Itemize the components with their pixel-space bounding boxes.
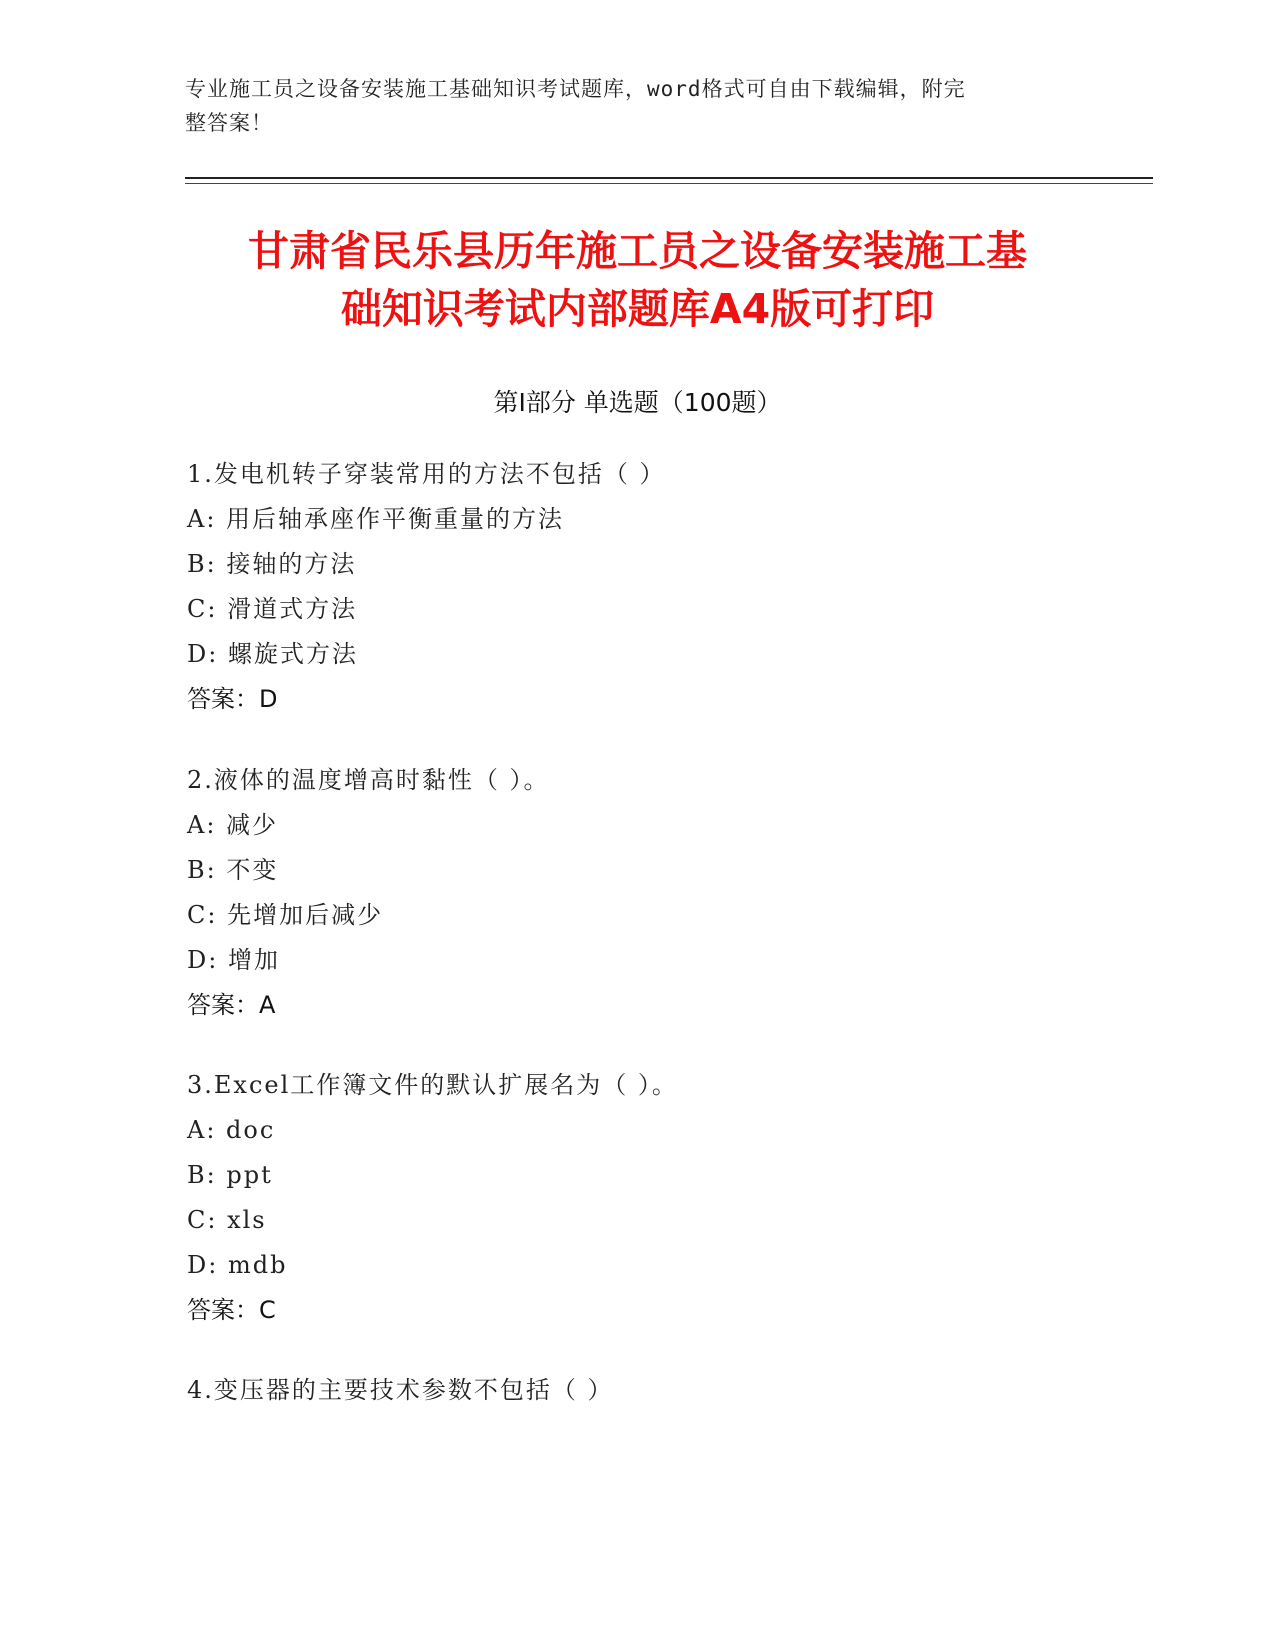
option-a: A: 用后轴承座作平衡重量的方法 <box>187 505 565 533</box>
document-title-line-2: 础知识考试内部题库A4版可打印 <box>340 285 935 333</box>
document-title-line-1: 甘肃省民乐县历年施工员之设备安装施工基 <box>248 227 1027 275</box>
option-d: D: mdb <box>187 1251 288 1279</box>
answer: 答案：C <box>187 1296 276 1324</box>
option-a: A: 减少 <box>187 811 279 839</box>
option-d: D: 螺旋式方法 <box>187 640 358 668</box>
header-divider-thick <box>185 177 1153 179</box>
option-c: C: 滑道式方法 <box>187 595 358 623</box>
option-b: B: 接轴的方法 <box>187 550 357 578</box>
question-text: 2.液体的温度增高时黏性（ ）。 <box>187 766 550 794</box>
answer: 答案：D <box>187 685 278 713</box>
answer: 答案：A <box>187 991 276 1019</box>
question-text: 3.Excel工作簿文件的默认扩展名为（ ）。 <box>187 1071 678 1099</box>
header-divider-thin <box>185 183 1153 184</box>
header-note <box>185 72 1065 140</box>
document-title <box>185 222 1090 338</box>
question-text: 1.发电机转子穿装常用的方法不包括（ ） <box>187 460 666 488</box>
question-3 <box>187 1063 1087 1333</box>
question-2 <box>187 758 1087 1028</box>
header-note-line-2: 整答案！ <box>185 111 273 135</box>
option-a: A: doc <box>187 1116 276 1144</box>
option-d: D: 增加 <box>187 946 280 974</box>
option-b: B: ppt <box>187 1161 273 1189</box>
question-text: 4.变压器的主要技术参数不包括（ ） <box>187 1376 614 1404</box>
question-4 <box>187 1368 1087 1413</box>
section-title: 第Ⅰ部分 单选题（100题） <box>493 388 782 417</box>
question-1 <box>187 452 1087 722</box>
option-c: C: xls <box>187 1206 267 1234</box>
option-c: C: 先增加后减少 <box>187 901 384 929</box>
option-b: B: 不变 <box>187 856 279 884</box>
header-note-line-1: 专业施工员之设备安装施工基础知识考试题库，word格式可自由下载编辑，附完 <box>185 77 966 101</box>
